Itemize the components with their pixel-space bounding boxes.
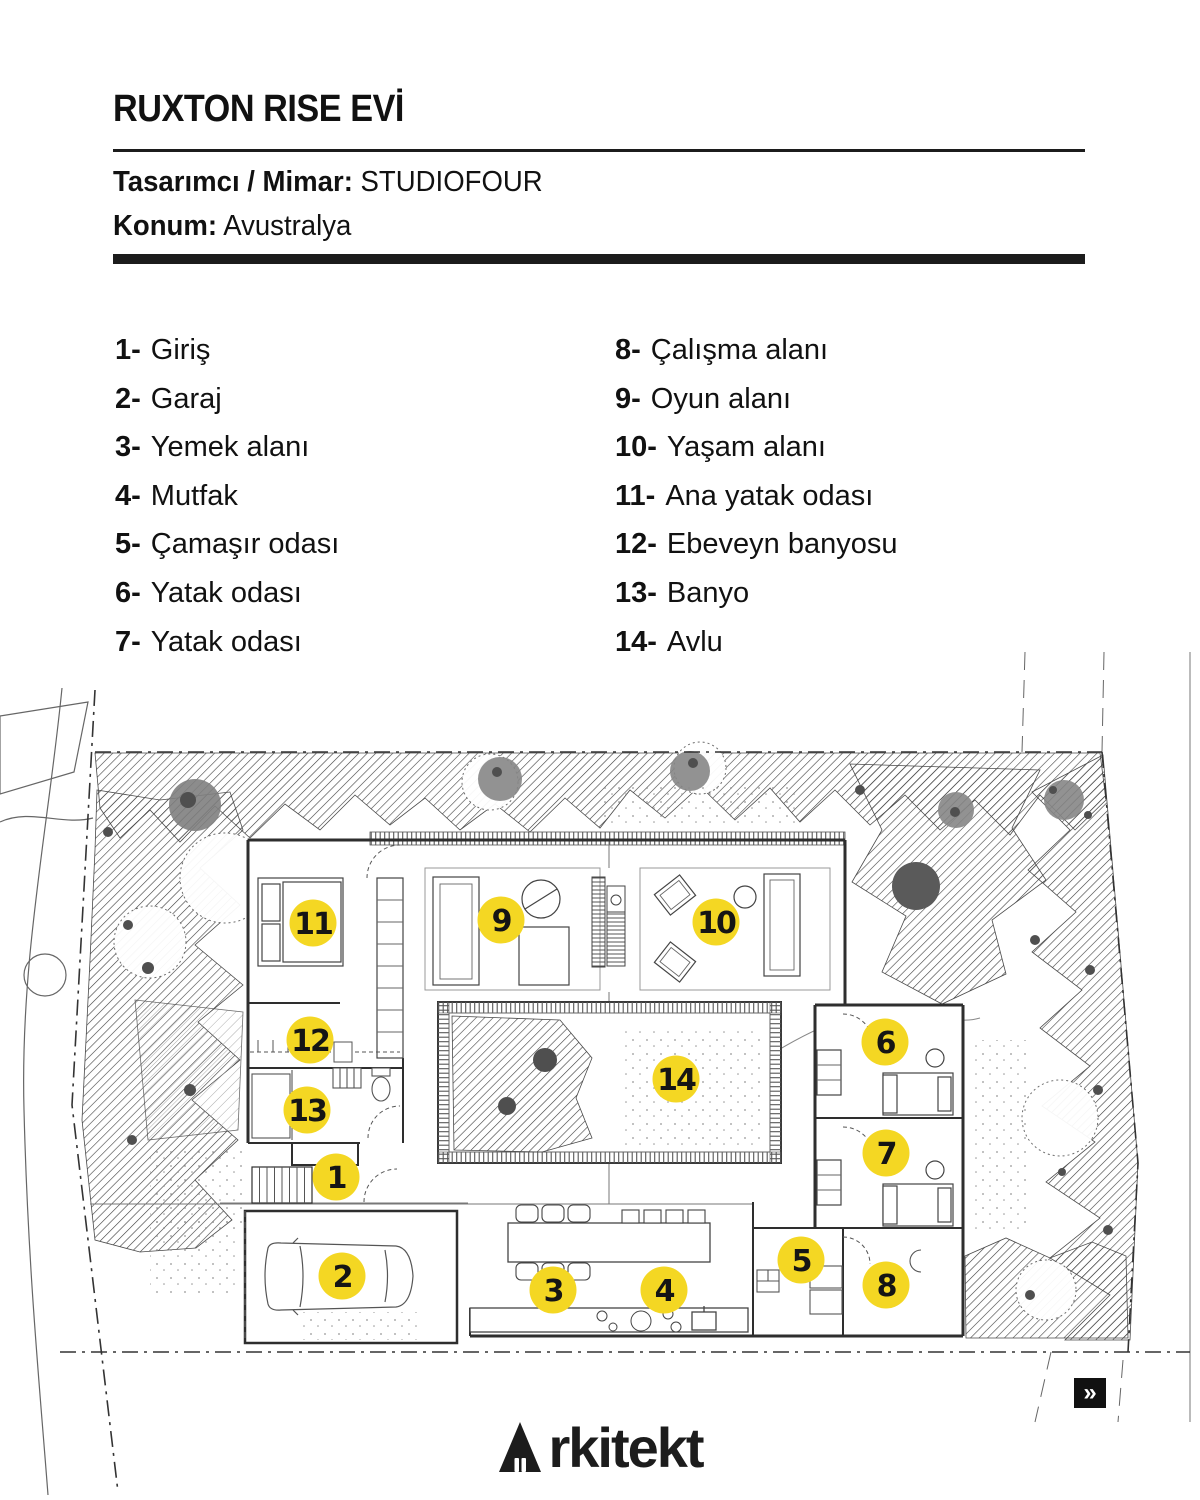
room-marker-9 bbox=[478, 897, 525, 944]
designer-value: STUDIOFOUR bbox=[360, 166, 543, 198]
legend-label: Yaşam alanı bbox=[666, 431, 826, 464]
room-marker-6 bbox=[862, 1019, 909, 1066]
legend-label: Yemek alanı bbox=[150, 431, 310, 464]
legend-label: Ana yatak odası bbox=[665, 479, 874, 512]
room-marker-10 bbox=[693, 899, 740, 946]
legend-label: Çalışma alanı bbox=[650, 334, 829, 366]
svg-text:11: 11 bbox=[294, 907, 332, 942]
legend-number: 4- bbox=[115, 479, 141, 512]
svg-text:1: 1 bbox=[326, 1161, 346, 1196]
svg-text:10: 10 bbox=[697, 906, 735, 941]
legend-label: Çamaşır odası bbox=[150, 528, 340, 561]
svg-text:5: 5 bbox=[791, 1244, 811, 1279]
room-marker-4 bbox=[641, 1267, 688, 1314]
legend-number: 6- bbox=[115, 576, 141, 609]
designer-label: Tasarımcı / Mimar: bbox=[113, 166, 353, 198]
svg-text:12: 12 bbox=[291, 1024, 329, 1059]
room-marker-2 bbox=[319, 1253, 366, 1300]
legend-number: 13- bbox=[615, 576, 657, 609]
svg-text:2: 2 bbox=[332, 1260, 352, 1295]
legend-number: 3- bbox=[115, 431, 141, 464]
next-page-button[interactable]: » bbox=[1074, 1378, 1106, 1408]
brand-logo bbox=[0, 1416, 1200, 1479]
legend-label: Garaj bbox=[150, 382, 222, 415]
room-marker-3 bbox=[530, 1267, 577, 1314]
legend-number: 12- bbox=[615, 528, 657, 561]
legend-label: Avlu bbox=[666, 625, 723, 658]
location-label: Konum: bbox=[113, 210, 218, 242]
svg-text:13: 13 bbox=[288, 1094, 326, 1129]
sink bbox=[692, 1312, 716, 1330]
svg-text:6: 6 bbox=[875, 1026, 895, 1061]
svg-text:7: 7 bbox=[876, 1137, 896, 1172]
room-marker-1 bbox=[313, 1154, 360, 1201]
shelving-unit bbox=[592, 877, 625, 967]
page-title: RUXTON RISE EVİ bbox=[113, 88, 404, 130]
svg-text:8: 8 bbox=[876, 1269, 896, 1304]
svg-text:14: 14 bbox=[657, 1063, 695, 1098]
legend-number: 8- bbox=[615, 334, 641, 366]
legend-label: Ebeveyn banyosu bbox=[666, 528, 898, 561]
legend-number: 5- bbox=[115, 528, 141, 561]
svg-text:9: 9 bbox=[491, 904, 511, 939]
legend-label: Banyo bbox=[666, 576, 750, 609]
legend-number: 2- bbox=[115, 382, 141, 415]
room-marker-5 bbox=[778, 1237, 825, 1284]
legend-number: 1- bbox=[115, 334, 141, 366]
legend-label: Yatak odası bbox=[150, 576, 302, 609]
legend-label: Oyun alanı bbox=[650, 382, 792, 415]
legend-number: 14- bbox=[615, 625, 657, 658]
wardrobe bbox=[377, 878, 403, 1058]
room-marker-8 bbox=[863, 1262, 910, 1309]
legend-label: Yatak odası bbox=[150, 625, 302, 658]
room-marker-14 bbox=[653, 1056, 700, 1103]
legend-label: Mutfak bbox=[150, 479, 238, 512]
legend-number: 7- bbox=[115, 625, 141, 658]
legend-number: 10- bbox=[615, 431, 657, 464]
room-marker-7 bbox=[863, 1130, 910, 1177]
location-value: Avustralya bbox=[223, 210, 352, 242]
logo-house-a-icon bbox=[497, 1420, 543, 1474]
svg-text:4: 4 bbox=[654, 1274, 674, 1309]
svg-text:3: 3 bbox=[543, 1274, 563, 1309]
room-marker-11 bbox=[290, 900, 337, 947]
logo-rest: rkitekt bbox=[548, 1416, 703, 1479]
legend-number: 11- bbox=[615, 479, 656, 512]
legend-number: 9- bbox=[615, 382, 641, 415]
room-marker-13 bbox=[284, 1087, 331, 1134]
legend-label: Giriş bbox=[150, 334, 211, 366]
room-marker-12 bbox=[287, 1017, 334, 1064]
